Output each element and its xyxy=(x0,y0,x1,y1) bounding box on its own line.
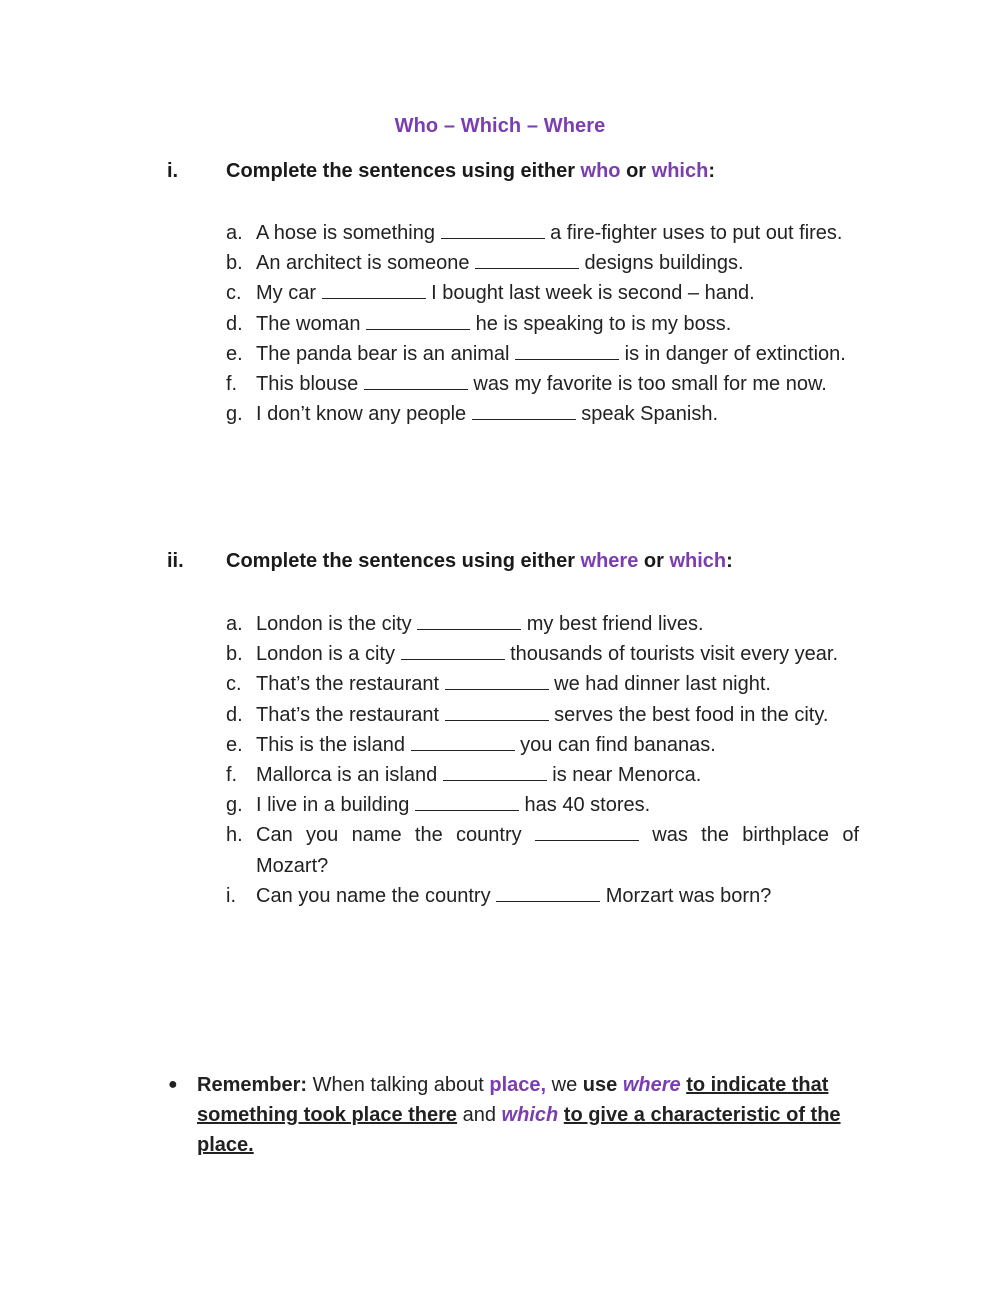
remember-indicate: to indicate that something took place there xyxy=(197,1074,829,1127)
list-item xyxy=(226,278,859,308)
list-item xyxy=(226,669,859,699)
item-letter: c. xyxy=(226,673,242,696)
answer-blank[interactable] xyxy=(445,702,549,721)
item-letter: i. xyxy=(226,884,236,907)
section-1-colon: : xyxy=(708,160,715,182)
sentence-start: The woman xyxy=(256,312,367,335)
section-2-sentence-list xyxy=(226,609,859,911)
remember-text xyxy=(197,1070,859,1161)
answer-blank[interactable] xyxy=(496,883,600,902)
list-item xyxy=(226,309,859,339)
sentence-end: I bought last week is second – hand. xyxy=(425,282,755,305)
item-letter: g. xyxy=(226,403,243,426)
section-1-word-who: who xyxy=(580,160,621,182)
answer-blank[interactable] xyxy=(445,671,549,690)
sentence-end: thousands of tourists visit every year. xyxy=(504,643,839,666)
item-letter: a. xyxy=(226,613,243,635)
remember-characteristic: to give a characteristic of the place. xyxy=(197,1104,841,1157)
answer-blank[interactable] xyxy=(441,220,545,239)
item-letter: d. xyxy=(226,312,243,335)
sentence-start: I don’t know any people xyxy=(256,403,472,426)
bullet-icon: ● xyxy=(168,1076,178,1093)
remember-which: which xyxy=(501,1104,559,1127)
list-item xyxy=(226,639,859,669)
answer-blank[interactable] xyxy=(401,641,505,660)
item-letter: c. xyxy=(226,282,242,305)
list-item xyxy=(226,760,859,790)
sentence-start: London is a city xyxy=(256,643,401,666)
sentence-end: serves the best food in the city. xyxy=(548,703,829,726)
item-letter: e. xyxy=(226,342,243,365)
sentence-start: That’s the restaurant xyxy=(256,673,445,696)
remember-text-and: and xyxy=(457,1104,502,1127)
remember-text-2: we xyxy=(546,1074,583,1096)
sentence-end: Morzart was born? xyxy=(600,884,772,907)
remember-use: use xyxy=(582,1074,618,1096)
list-item xyxy=(226,730,859,760)
sentence-end: was the birthplace of Mozart? xyxy=(256,824,859,877)
section-1-instruction xyxy=(226,160,715,183)
section-2-joiner: or xyxy=(638,550,670,572)
section-1-number: i. xyxy=(167,160,179,182)
list-item xyxy=(226,218,859,248)
answer-blank[interactable] xyxy=(472,401,576,420)
sentence-start: This blouse xyxy=(256,373,364,396)
list-item xyxy=(226,248,859,278)
section-2-colon: : xyxy=(726,550,733,572)
item-letter: f. xyxy=(226,764,238,787)
sentence-end: was my favorite is too small for me now. xyxy=(467,373,827,396)
item-letter: a. xyxy=(226,222,243,244)
sentence-start: Can you name the country xyxy=(256,824,535,847)
section-1-joiner: or xyxy=(620,160,652,182)
section-2-word-which: which xyxy=(669,550,727,572)
section-2-instruction xyxy=(226,550,733,573)
sentence-start: London is the city xyxy=(256,613,418,635)
section-2-word-where: where xyxy=(580,550,639,572)
sentence-end: my best friend lives. xyxy=(521,613,704,635)
section-1-word-which: which xyxy=(651,160,709,182)
item-letter: e. xyxy=(226,733,243,756)
item-letter: b. xyxy=(226,643,243,666)
sentence-start: Can you name the country xyxy=(256,884,497,907)
section-2-number: ii. xyxy=(167,550,184,572)
remember-place: place, xyxy=(489,1074,547,1096)
worksheet-title: Who – Which – Where xyxy=(394,115,606,137)
list-item xyxy=(226,820,859,880)
answer-blank[interactable] xyxy=(443,762,547,781)
item-letter: f. xyxy=(226,373,238,396)
sentence-start: Mallorca is an island xyxy=(256,764,443,787)
list-item xyxy=(226,790,859,820)
section-2-intro: Complete the sentences using either xyxy=(226,550,581,572)
remember-label: Remember: xyxy=(197,1074,308,1096)
section-1-sentence-list xyxy=(226,218,859,429)
answer-blank[interactable] xyxy=(415,792,519,811)
list-item xyxy=(226,881,859,911)
remember-note xyxy=(168,1070,859,1161)
sentence-start: An architect is someone xyxy=(256,252,475,275)
item-letter: h. xyxy=(226,824,243,847)
answer-blank[interactable] xyxy=(515,341,619,360)
sentence-start: The panda bear is an animal xyxy=(256,342,516,365)
item-letter: b. xyxy=(226,252,243,275)
section-1-intro: Complete the sentences using either xyxy=(226,160,581,182)
sentence-end: designs buildings. xyxy=(579,252,744,275)
item-letter: g. xyxy=(226,794,243,817)
list-item xyxy=(226,700,859,730)
remember-text-1: When talking about xyxy=(307,1074,490,1096)
sentence-start: My car xyxy=(256,282,322,305)
answer-blank[interactable] xyxy=(322,280,426,299)
sentence-end: is in danger of extinction. xyxy=(619,342,846,365)
sentence-end: he is speaking to is my boss. xyxy=(470,312,732,335)
sentence-end: has 40 stores. xyxy=(518,794,651,817)
item-letter: d. xyxy=(226,703,243,726)
sentence-start: A hose is something xyxy=(256,222,441,244)
list-item xyxy=(226,399,859,429)
sentence-start: This is the island xyxy=(256,733,411,756)
list-item xyxy=(226,369,859,399)
sentence-end: speak Spanish. xyxy=(575,403,719,426)
answer-blank[interactable] xyxy=(475,250,579,269)
list-item xyxy=(226,339,859,369)
answer-blank[interactable] xyxy=(366,311,470,330)
sentence-end: we had dinner last night. xyxy=(548,673,771,696)
answer-blank[interactable] xyxy=(411,732,515,751)
sentence-end: a fire-fighter uses to put out fires. xyxy=(544,222,843,244)
sentence-end: is near Menorca. xyxy=(546,764,702,787)
answer-blank[interactable] xyxy=(364,371,468,390)
list-item xyxy=(226,609,859,639)
sentence-start: That’s the restaurant xyxy=(256,703,445,726)
answer-blank[interactable] xyxy=(417,611,521,630)
sentence-start: I live in a building xyxy=(256,794,415,817)
remember-where: where xyxy=(622,1074,681,1096)
sentence-end: you can find bananas. xyxy=(514,733,716,756)
answer-blank[interactable] xyxy=(535,822,639,841)
